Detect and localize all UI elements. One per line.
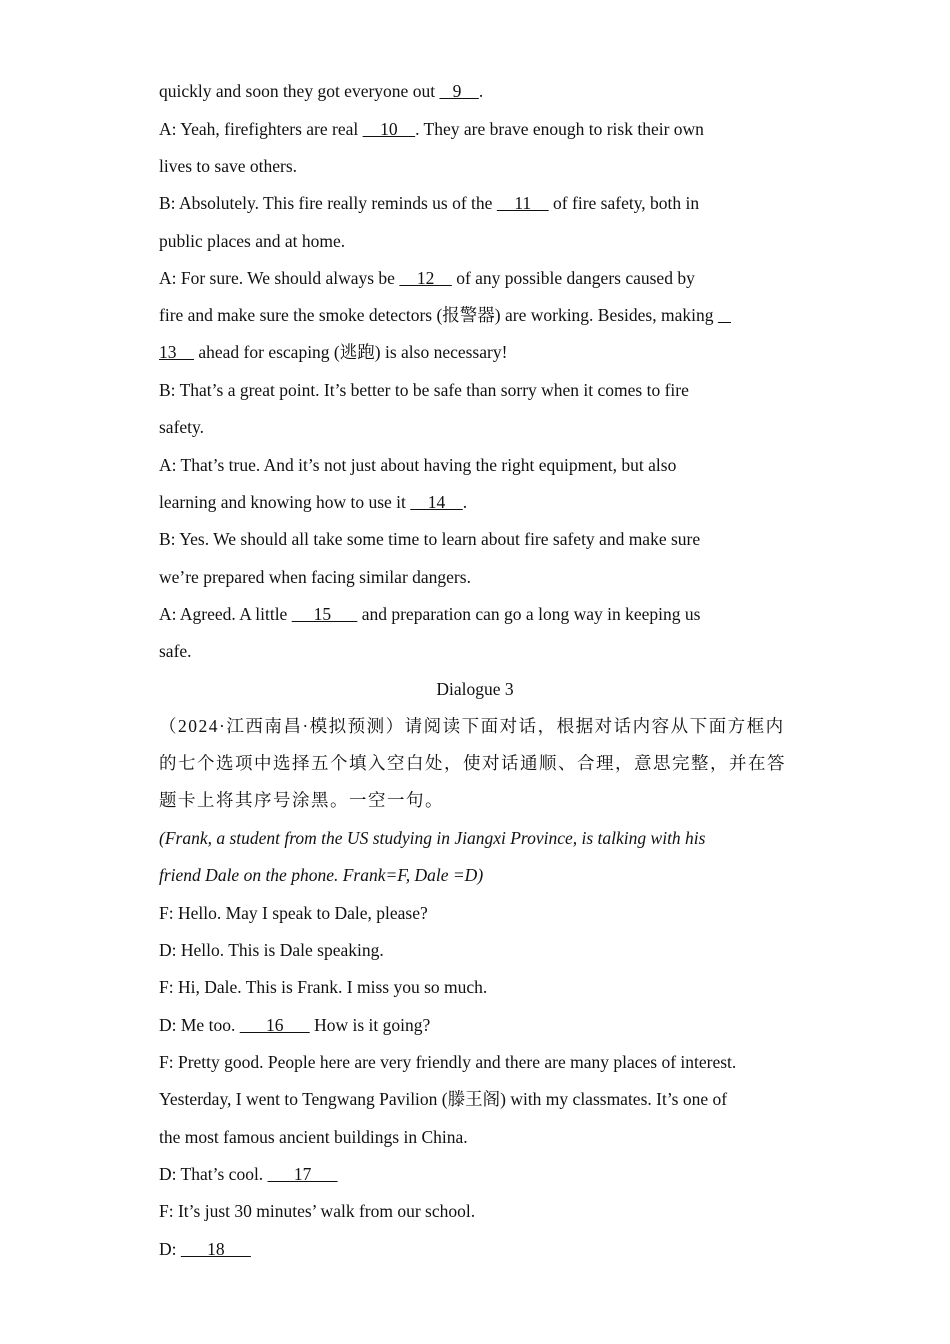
text-segment: . They are brave enough to risk their own bbox=[415, 119, 704, 139]
text-segment: quickly and soon they got everyone out bbox=[159, 81, 440, 101]
text-segment: A: For sure. We should always be bbox=[159, 268, 400, 288]
text-segment: 的七个选项中选择五个填入空白处，使对话通顺、合理，意思完整，并在答 bbox=[159, 753, 786, 773]
text-segment: F: Hello. May I speak to Dale, please? bbox=[159, 903, 428, 923]
answer-blank: 18 bbox=[180, 1239, 251, 1259]
text-segment: F: It’s just 30 minutes’ walk from our school. bbox=[159, 1201, 476, 1221]
section-heading bbox=[0, 678, 950, 700]
text-line bbox=[159, 192, 799, 214]
text-line bbox=[159, 416, 799, 438]
text-segment: of any possible dangers caused by bbox=[451, 268, 695, 288]
text-segment: （2024·江西南昌·模拟预测）请阅读下面对话，根据对话内容从下面方框内 bbox=[159, 716, 785, 736]
text-line bbox=[159, 603, 799, 625]
text-line bbox=[159, 155, 799, 177]
text-line bbox=[159, 566, 799, 588]
text-segment: A: Agreed. A little bbox=[159, 604, 292, 624]
text-line bbox=[159, 1200, 799, 1222]
text-segment: How is it going? bbox=[309, 1015, 431, 1035]
text-line bbox=[159, 864, 799, 886]
answer-blank: 14 bbox=[410, 492, 463, 512]
text-segment: A: Yeah, firefighters are real bbox=[159, 119, 363, 139]
text-segment: public places and at home. bbox=[159, 231, 346, 251]
text-segment: learning and knowing how to use it bbox=[159, 492, 411, 512]
text-segment: D: Hello. This is Dale speaking. bbox=[159, 940, 384, 960]
text-line bbox=[159, 80, 799, 102]
text-segment: friend Dale on the phone. Frank=F, Dale =D) bbox=[159, 865, 484, 885]
text-segment: safe. bbox=[159, 641, 192, 661]
text-line bbox=[159, 789, 799, 811]
text-segment: . bbox=[478, 81, 484, 101]
text-line bbox=[159, 1238, 799, 1260]
answer-blank: 12 bbox=[399, 268, 452, 288]
text-segment: Dialogue 3 bbox=[436, 679, 514, 699]
text-line bbox=[159, 715, 799, 737]
text-line bbox=[159, 230, 799, 252]
answer-blank bbox=[718, 304, 731, 326]
text-segment: D: Me too. bbox=[159, 1015, 240, 1035]
text-segment: . bbox=[462, 492, 468, 512]
text-segment: safety. bbox=[159, 417, 205, 437]
answer-blank: 10 bbox=[362, 119, 416, 139]
text-line bbox=[159, 1126, 799, 1148]
text-line bbox=[159, 379, 799, 401]
text-line bbox=[159, 1014, 799, 1036]
text-segment: A: That’s true. And it’s not just about having the right equipment, but also bbox=[159, 455, 677, 475]
text-line bbox=[159, 1163, 799, 1185]
text-segment: B: That’s a great point. It’s better to be safe than sorry when it comes to fire bbox=[159, 380, 689, 400]
text-segment: fire and make sure the smoke detectors (报警器) are working. Besides, making bbox=[159, 305, 718, 325]
text-segment: the most famous ancient buildings in China. bbox=[159, 1127, 468, 1147]
text-segment: (Frank, a student from the US studying in Jiangxi Province, is talking with his bbox=[159, 828, 706, 848]
text-segment: F: Pretty good. People here are very friendly and there are many places of interest. bbox=[159, 1052, 737, 1072]
text-line bbox=[159, 752, 799, 774]
text-line bbox=[159, 341, 799, 363]
text-segment: 题卡上将其序号涂黑。一空一句。 bbox=[159, 790, 444, 810]
answer-blank: 16 bbox=[239, 1015, 310, 1035]
text-line bbox=[159, 939, 799, 961]
text-line bbox=[159, 976, 799, 998]
answer-blank: 13 bbox=[159, 342, 194, 362]
text-segment: B: Absolutely. This fire really reminds us of the bbox=[159, 193, 497, 213]
text-line bbox=[159, 1051, 799, 1073]
text-segment: we’re prepared when facing similar dangers. bbox=[159, 567, 471, 587]
text-line bbox=[159, 640, 799, 662]
text-segment: and preparation can go a long way in keeping us bbox=[357, 604, 701, 624]
answer-blank: 15 bbox=[291, 604, 358, 624]
text-line bbox=[159, 1088, 799, 1110]
text-segment: D: That’s cool. bbox=[159, 1164, 268, 1184]
text-line bbox=[159, 304, 799, 326]
text-segment: Yesterday, I went to Tengwang Pavilion (滕王阁) with my classmates. It’s one of bbox=[159, 1089, 728, 1109]
text-line bbox=[159, 118, 799, 140]
text-segment: lives to save others. bbox=[159, 156, 298, 176]
text-segment: D: bbox=[159, 1239, 181, 1259]
text-line bbox=[159, 528, 799, 550]
answer-blank: 9 bbox=[439, 81, 479, 101]
text-line bbox=[159, 827, 799, 849]
text-segment: F: Hi, Dale. This is Frank. I miss you so much. bbox=[159, 977, 488, 997]
text-segment: of fire safety, both in bbox=[548, 193, 700, 213]
answer-blank: 11 bbox=[496, 193, 549, 213]
text-line bbox=[159, 491, 799, 513]
text-line bbox=[159, 902, 799, 924]
text-line bbox=[159, 454, 799, 476]
text-line bbox=[159, 267, 799, 289]
text-segment: ahead for escaping (逃跑) is also necessary! bbox=[194, 342, 508, 362]
answer-blank: 17 bbox=[267, 1164, 338, 1184]
text-segment: B: Yes. We should all take some time to learn about fire safety and make sure bbox=[159, 529, 701, 549]
